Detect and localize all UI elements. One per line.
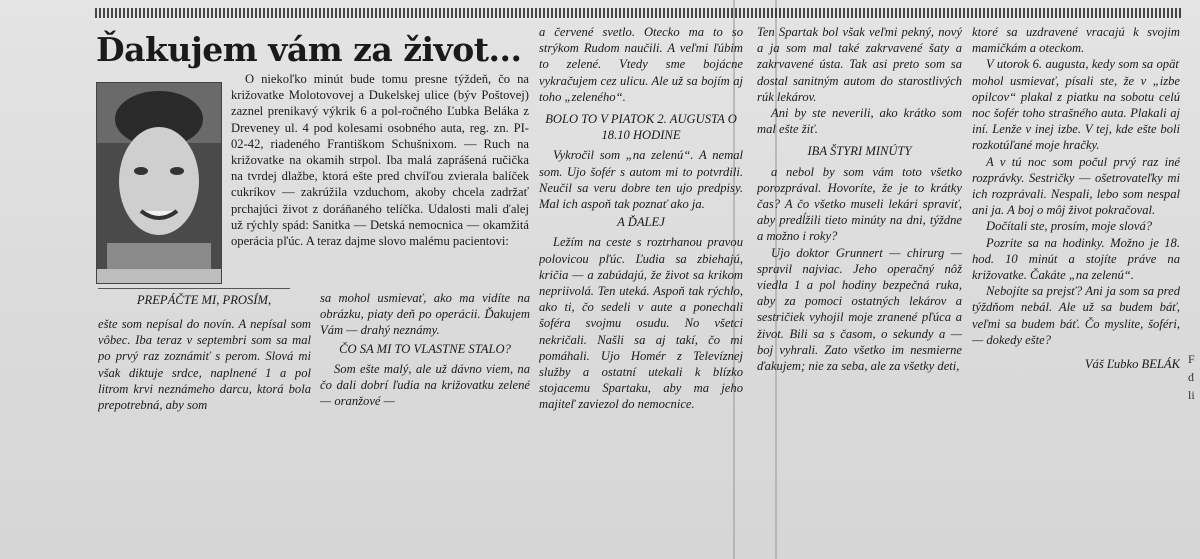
article-title: Ďakujem vám za život...	[96, 30, 522, 69]
col5-paragraph-c: A v tú noc som počul prvý raz iné rozprávky. Sestričky — ošetrovateľky mi ich rozprávali. Nespali, lebo som nespal ani ja. A boj o môj život pokračoval.	[972, 154, 1180, 218]
column-4	[757, 24, 962, 424]
col4-paragraph-a: Ten Spartak bol však veľmi pekný, nový a ja som mal také zakrvavené šaty a zakrvavené ústa. Tak asi preto som sa dostal sanitným autom do starostlivých rúk lekárov.	[757, 25, 962, 104]
top-dash-rule	[95, 8, 1183, 18]
col5-paragraph-b: V utorok 6. augusta, kedy som sa opäť mohol usmievať, písali ste, že v „izbe opilcov“ plakal z piatku na sobotu celú noc šofér toho strašného auta. Plakali aj iní. Lenže v inej izbe. V tej, kde ešte boli rozkotúľané moje hračky.	[972, 57, 1180, 153]
col4-paragraph-b: Ani by ste neverili, ako krátko som mal ešte žiť.	[757, 106, 962, 137]
boy-photo	[96, 82, 222, 284]
col4-paragraph-d: Ujo doktor Grunnert — chirurg — spravil najviac. Jeho operačný nôž viedla 1 a pol hodiny bezpečná ruka, aby za pomoci ostatných lekárov a sestričiek vyhojil moje zranené pľúca a život. Bili sa s časom, o sekundy a — boj vyhrali. Zato všetko im nesmierne ďakujem; nie za seba, ale za všetky deti,	[757, 245, 962, 374]
col4-paragraph-c: a nebol by som vám toto všetko porozprával. Hovoríte, že je to krátky čas? A čo všetko museli lekári spraviť, aby predĺžili tieto minúty na dni, týždne a možno i roky?	[757, 164, 962, 244]
subhead-3: BOLO TO V PIATOK 2. AUGUSTA O 18.10 HODINE	[545, 112, 737, 143]
col2-paragraph: sa mohol usmievať, ako ma vidíte na obrázku, piaty deň po operácii. Ďakujem Vám — drahý neznámy.	[320, 291, 530, 338]
col5-paragraph-d: Dočítali ste, prosím, moje slová?	[986, 219, 1153, 234]
col1-paragraph: ešte som nepísal do novín. A nepísal som vôbec. Iba teraz v septembri som sa mal po prvý raz zoznámiť s perom. Slová mi však diktuje srdce, naplnené 1 a pol litrom krvi neznámeho darcu, ktorá bola prepotrebná, aby som	[98, 317, 311, 413]
column-3	[539, 24, 743, 424]
column-1	[98, 316, 311, 426]
intro-paragraph: O niekoľko minút bude tomu presne týždeň, čo na križovatke Molotovovej a Dukelskej ulice (býv Poštovej) zaznel prenikavý výkrik 6 a pol-ročného Ľubka Beláka z Dreveney ul. 4 pod kolesami osobného auta, reg. zn. PI-02-42, riadeného Františkom Schušnixom. — Ruch na križovatke na okamih strpol. Iba malá zaprášená ručička na tvrdej dlažbe, ktorá ešte pred chvíľou zvierala balíček cukríkov — zakrúžila vzduchom, akoby chcela zadržať prchajúci život z doráňaného telíčka. Udalosti mali ďalej už rýchly spád: Sanitka — Detská nemocnica — okamžitá operácia pľúc. A teraz dajme slovo malému pacientovi:	[231, 72, 529, 249]
column-2	[320, 290, 530, 450]
column-5	[972, 24, 1180, 424]
col2-paragraph-b: Som ešte malý, ale už dávno viem, na čo dali dobrí ľudia na križovatku zelené — oranžové —	[320, 361, 530, 409]
col3-paragraph-a: a červené svetlo. Otecko ma to so strýkom Rudom naučili. A veľmi ľúbim to zelené. Vtedy sme bojácne vykračujem cez ulicu. Ale už sa bojím aj toho „zeleného“.	[539, 25, 743, 104]
signature: Váš Ľubko BELÁK	[1084, 357, 1180, 372]
col3-paragraph-c: Ležím na ceste s roztrhanou pravou polovicou pľúc. Ľudia sa zbiehajú, kričia — a zabúdajú, že život sa krikom nepriivolá. Ten uteká. Aspoň tak rýchlo, ako ti, čo sedeli v aute a ponechali šoféra svojmu osudu. No všetci nekričali. Našli sa aj takí, čo mi pomáhali. Ujo Homér z Televíznej služby a ostatní utekali k blízko stojacemu Spartaku, aby ma jeho majiteľ zaviezol do nemocnice.	[539, 235, 743, 412]
subhead-1: PREPÁČTE MI, PROSÍM,	[136, 293, 272, 307]
article-intro	[231, 71, 529, 306]
subhead-4: A ĎALEJ	[617, 215, 665, 230]
subhead-5: IBA ŠTYRI MINÚTY	[807, 144, 912, 159]
divider	[98, 288, 290, 289]
edge-fragment: F d li	[1188, 352, 1195, 402]
col5-paragraph-f: Nebojíte sa prejsť? Ani ja som sa pred týždňom nebál. Ale už sa budem báť, veľmi sa budem báť. Čo myslite, šoféri, — dokedy ešte?	[972, 284, 1180, 347]
subhead-1-box	[98, 290, 310, 308]
boy-portrait-image	[97, 83, 221, 283]
col5-paragraph-e: Pozrite sa na hodinky. Možno je 18. hod. 10 minút a stojíte práve na križovatke. Čakáte „na zelenú“.	[972, 235, 1180, 283]
col5-paragraph-a: ktoré sa uzdravené vracajú k svojim mamičkám a oteckom.	[972, 25, 1180, 56]
col3-paragraph-b: Vykročil som „na zelenú“. A nemal som. Ujo šofér s autom mi to potvrdili. Neučil sa veru dobre ten ujo predpisy. Mal ich aspoň tak poznať ako ja.	[539, 148, 743, 212]
subhead-2: ČO SA MI TO VLASTNE STALO?	[339, 341, 511, 356]
